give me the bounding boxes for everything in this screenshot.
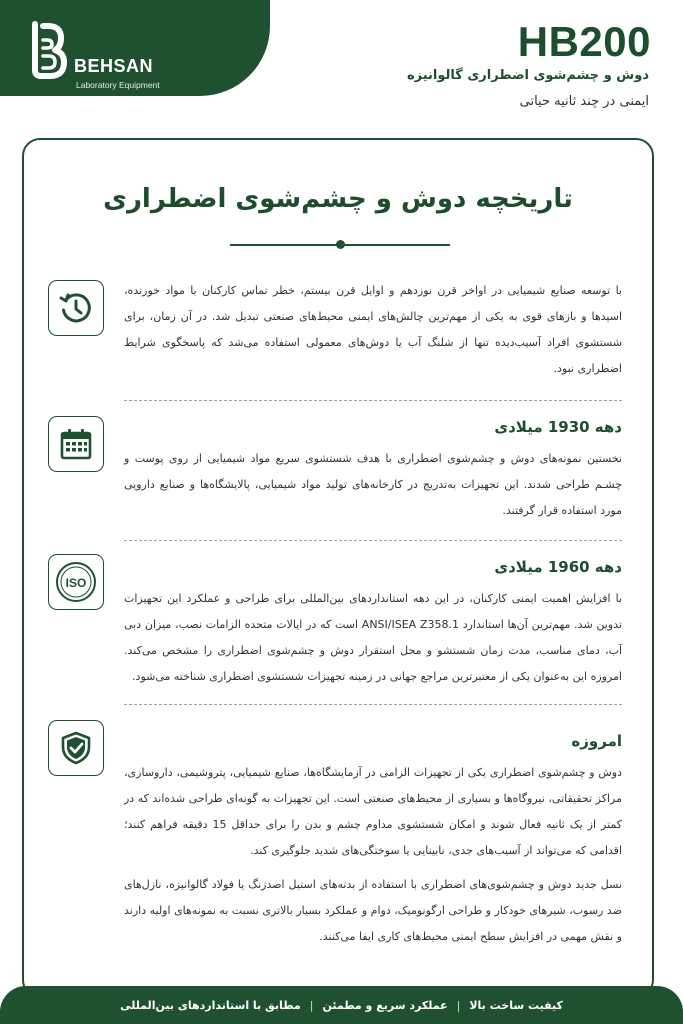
product-slogan: ایمنی در چند ثانیه حیاتی [519, 94, 649, 109]
behsan-logo-icon [26, 20, 68, 80]
section-title: دهه 1960 میلادی [494, 558, 622, 576]
shield-icon-box [48, 720, 104, 776]
section-divider [124, 400, 622, 401]
section-paragraph: نسل جدید دوش و چشم‌شوی‌های اضطراری با استفاده از بدنه‌های استیل اصدزنگ یا فولاد گالوانیزه، نازل‌های ضد رسوب، شیرهای خودکار و طراحی ارگونومیک، دوام و عملکرد بسیار بالاتری نسبت به نمونه‌های اولیه دارند و نقش مهمی در افزایش سطح ایمنی محیط‌های کاری ایفا می‌کنند. [124, 878, 622, 943]
section-title: امروزه [571, 732, 622, 750]
history-icon-box [48, 280, 104, 336]
section-today [124, 732, 622, 950]
calendar-icon [58, 426, 94, 462]
footer-feature: کیفیت ساخت بالا [469, 998, 563, 1012]
section-divider [124, 540, 622, 541]
section-1930s [124, 418, 622, 524]
section-paragraph: نخستین نمونه‌های دوش و چشم‌شوی اضطراری با هدف شستشوی سریع مواد شیمیایی از روی پوست و چشـم طراحی شدند. این تجهیزات به‌تدریج در کارخانه‌های تولید مواد شیمیایی، پالایشگاه‌ها و صنایع دارویی مورد استفاده قرار گرفتند. [124, 452, 622, 517]
brand-name: BEHSAN [74, 56, 154, 76]
section-divider [124, 704, 622, 705]
footer-separator: | [309, 998, 314, 1012]
iso-icon-label: ISO [65, 576, 87, 590]
section-title: دهه 1930 میلادی [494, 418, 622, 436]
shield-check-icon [58, 730, 94, 766]
brand-banner [0, 0, 270, 96]
footer-feature: عملکرد سریع و مطمئن [322, 998, 448, 1012]
title-divider-dot [336, 240, 345, 249]
section-paragraph: با توسعه صنایع شیمیایی در اواخر قرن نوزدهم و اوایل قرن بیستم، خطر تماس کارکنان با مواد خورنده، اسیدها و بازهای قوی به یکی از مهم‌ترین چالش‌های ایمنی محیط‌های صنعتی تبدیل شد. در آن زمان، برای شستشوی افراد آسیب‌دیده تنها از شلنگ آب یا دوش‌های معمولی استفاده می‌شد که پاسخگوی شرایط اضطراری نبود. [124, 284, 622, 375]
section-paragraph: با افزایش اهمیت ایمنی کارکنان، در این دهه استانداردهای بین‌المللی برای طراحی و عملکرد این تجهیزات تدوین شد. مهم‌ترین آن‌ها استاندارد ANSI/ISEA Z358.1 است که در ایالات متحده الزامات نصب، میزان دبی آب، دمای مناسب، مدت زمان شستشو و محل استقرار دوش و چشم‌شوی اضطراری را مشخص می‌کند. امروزه این به‌عنوان یکی از معتبرترین مراجع جهانی در زمینه تجهیزات شستشوی اضطراری شناخته می‌شود. [124, 592, 622, 683]
calendar-icon-box [48, 416, 104, 472]
product-model: HB200 [517, 18, 651, 65]
section-paragraph: دوش و چشم‌شوی اضطراری یکی از تجهیزات الزامی در آزمایشگاه‌ها، صنایع شیمیایی، پتروشیمی، داروسازی، مراکز تحقیقاتی، نیروگاه‌ها و بسیاری از محیط‌های صنعتی است. این تجهیزات به گونه‌ای طراحی شده‌اند که در کمتر از یک ثانیه فعال شوند و امکان شستشوی مداوم چشم و بدن را برای حداقل 15 دقیقه فراهم کنند؛ اقدامی که می‌تواند از آسیب‌های جدی، نابینایی یا سوختگی‌های شدید جلوگیری کند. [124, 766, 622, 857]
product-subtitle: دوش و چشم‌شوی اضطراری گالوانیزه [406, 68, 649, 83]
footer-feature: مطابق با استانداردهای بین‌المللی [120, 998, 301, 1012]
iso-icon-box [48, 554, 104, 610]
section-intro [124, 278, 622, 382]
page-title: تاریخچه دوش و چشم‌شوی اضطراری [103, 184, 573, 214]
history-icon [58, 290, 94, 326]
feature-footer [0, 986, 683, 1024]
section-1960s [124, 558, 622, 690]
iso-icon [54, 560, 98, 604]
brand-tagline: Laboratory Equipment [76, 80, 160, 90]
history-card [22, 138, 654, 998]
footer-separator: | [456, 998, 461, 1012]
